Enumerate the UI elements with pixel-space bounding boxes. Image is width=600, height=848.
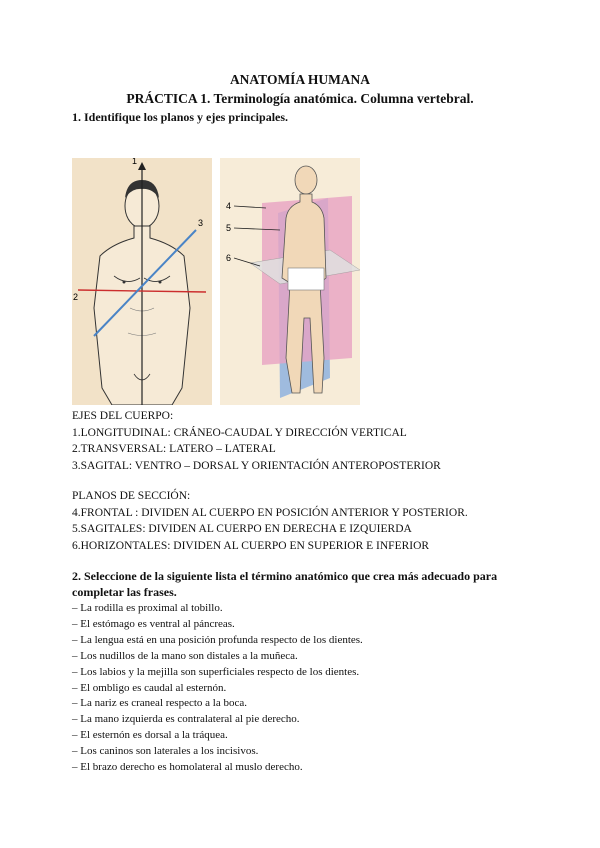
list-item: – El estómago es ventral al páncreas. [72, 617, 235, 630]
list-item: – El ombligo es caudal al esternón. [72, 681, 227, 694]
planes-heading: PLANOS DE SECCIÓN: [72, 490, 191, 502]
anatomy-axes-figure [72, 158, 212, 405]
figure-label-6: 6 [226, 253, 232, 263]
figure-label-3: 3 [198, 218, 204, 228]
anatomy-planes-figure [220, 158, 360, 405]
plane-item-frontal: 4.FRONTAL : DIVIDEN AL CUERPO EN POSICIÓN ANTERIOR Y POSTERIOR. [72, 506, 468, 519]
list-item: – La mano izquierda es contralateral al pie derecho. [72, 713, 300, 726]
figure-briefs [288, 268, 324, 290]
axis-item-transversal: 2.TRANSVERSAL: LATERO – LATERAL [72, 443, 276, 455]
list-item: – El esternón es dorsal a la tráquea. [72, 729, 228, 742]
figure-label-2: 2 [73, 292, 79, 302]
plane-item-sagittal: 5.SAGITALES: DIVIDEN AL CUERPO EN DERECHA E IZQUIERDA [72, 523, 412, 535]
list-item: – Los caninos son laterales a los incisivos. [72, 745, 259, 758]
page-title: ANATOMÍA HUMANA [229, 72, 371, 87]
page-subtitle: PRÁCTICA 1. Terminología anatómica. Columna vertebral. [126, 91, 474, 106]
axis-item-sagittal: 3.SAGITAL: VENTRO – DORSAL Y ORIENTACIÓN ANTEROPOSTERIOR [72, 459, 441, 472]
figure-label-4: 4 [226, 201, 232, 211]
figure-nipple-right [159, 281, 162, 284]
planes-section [72, 488, 468, 554]
axis-item-longitudinal: 1.LONGITUDINAL: CRÁNEO-CAUDAL Y DIRECCIÓN VERTICAL [72, 426, 407, 439]
axes-heading: EJES DEL CUERPO: [72, 410, 174, 422]
figure-head [295, 166, 317, 194]
sentence-list [72, 601, 363, 776]
figure-nipple-left [123, 281, 126, 284]
list-item: – El brazo derecho es homolateral al muslo derecho. [72, 761, 303, 774]
question-1: 1. Identifique los planos y ejes principales. [72, 110, 289, 124]
list-item: – La lengua está en una posición profunda respecto de los dientes. [72, 633, 363, 646]
list-item: – Los labios y la mejilla son superficiales respecto de los dientes. [72, 665, 360, 678]
figure-label-5: 5 [226, 223, 232, 233]
list-item: – La rodilla es proximal al tobillo. [72, 602, 223, 614]
question-2: 2. Seleccione de la siguiente lista el término anatómico que crea más adecuado para completar las frases. [72, 569, 498, 599]
plane-item-horizontal: 6.HORIZONTALES: DIVIDEN AL CUERPO EN SUPERIOR E INFERIOR [72, 539, 430, 552]
axes-section [72, 408, 441, 474]
list-item: – Los nudillos de la mano son distales a la muñeca. [72, 649, 298, 662]
figure-label-1: 1 [132, 158, 138, 166]
list-item: – La nariz es craneal respecto a la boca. [72, 697, 247, 710]
